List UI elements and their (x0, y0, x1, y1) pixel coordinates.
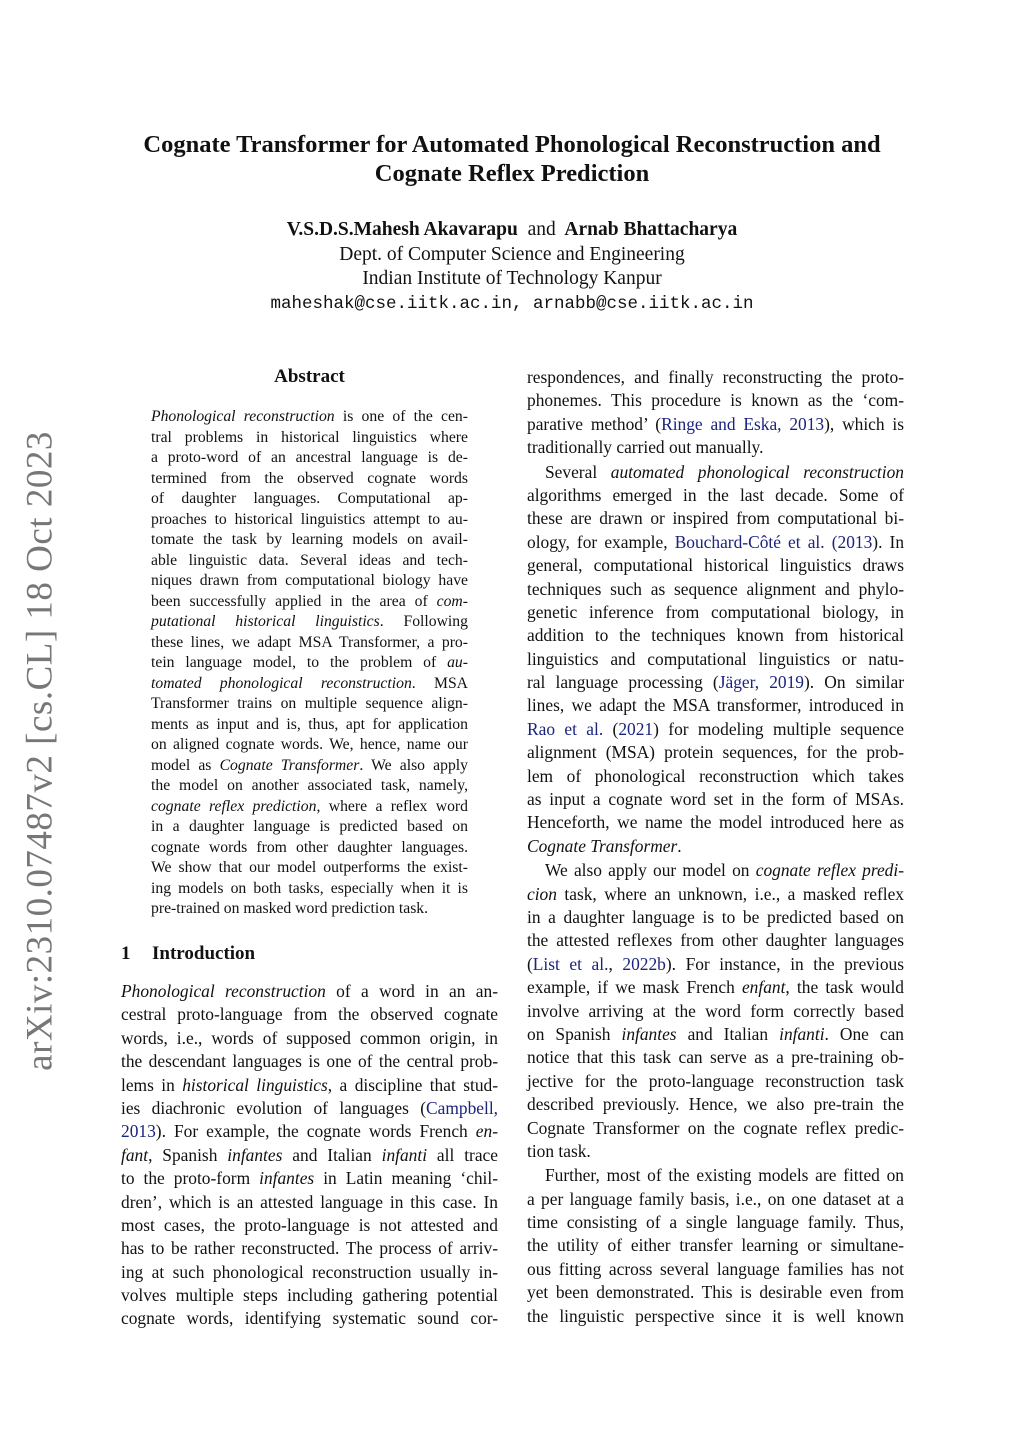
body-line: ies diachronic evolution of languages (Campbell, (121, 1097, 498, 1118)
body-line: to the proto-form infantes in Latin meaning ‘chil- (121, 1168, 498, 1189)
body-line: genetic inference from computational biology, in (527, 601, 904, 622)
abstract-line: able linguistic data. Several ideas and tech- (151, 551, 468, 569)
body-line: Cognate Transformer. (527, 835, 682, 856)
author-1: V.S.D.S.Mahesh Akavarapu (286, 219, 518, 240)
body-line: 2013). For example, the cognate words French en- (121, 1121, 498, 1142)
body-line: described previously. Hence, we also pre-train the (527, 1094, 904, 1115)
body-line: in a daughter language is to be predicted based on (527, 906, 904, 927)
abstract-line: niques drawn from computational biology have (151, 572, 468, 589)
abstract-body (151, 407, 468, 920)
body-line: parative method’ (Ringe and Eska, 2013), which is (527, 413, 904, 434)
body-line: on Spanish infantes and Italian infanti. One can (527, 1023, 904, 1044)
abstract-line: cognate words from other daughter languages. (151, 838, 468, 856)
abstract-line: ing models on both tasks, especially when it is (151, 879, 468, 897)
author-emails[interactable]: maheshak@cse.iitk.ac.in, arnabb@cse.iitk.ac.in (270, 293, 754, 314)
body-line: the linguistic perspective since it is well known (527, 1305, 904, 1326)
body-line: lines, we adapt the MSA transformer, introduced in (527, 695, 904, 716)
body-line: cestral proto-language from the observed cognate (121, 1004, 498, 1025)
body-line: fant, Spanish infantes and Italian infanti all trace (121, 1144, 498, 1165)
abstract-line: pre-trained on masked word prediction task. (151, 900, 429, 917)
author-department: Dept. of Computer Science and Engineering (339, 243, 685, 265)
body-line: volves multiple steps including gathering potential (121, 1285, 498, 1306)
body-line: most cases, the proto-language is not attested and (121, 1214, 498, 1235)
section-heading-introduction (121, 943, 255, 965)
body-line: as input a cognate word set in the form of MSAs. (527, 789, 904, 810)
body-line: Henceforth, we name the model introduced here as (527, 812, 904, 833)
body-line: ral language processing (Jäger, 2019). On similar (527, 672, 905, 693)
abstract-line: putational historical linguistics. Following (151, 613, 468, 630)
body-line: general, computational historical linguistics draws (527, 555, 904, 576)
body-line: (List et al., 2022b). For instance, in the previous (527, 953, 904, 974)
author-institute: Indian Institute of Technology Kanpur (362, 268, 662, 289)
abstract-line: tein language model, to the problem of au- (151, 654, 468, 671)
body-line: tion task. (527, 1140, 591, 1161)
body-line: jective for the proto-language reconstruction task (527, 1070, 904, 1091)
paper-title (112, 130, 912, 188)
abstract-line: a proto-word of an ancestral language is de- (151, 449, 468, 466)
author-block (112, 218, 912, 316)
body-line: addition to the techniques known from historical (527, 625, 904, 646)
body-line: a per language family basis, i.e., on one dataset at a (527, 1188, 904, 1209)
citation-link[interactable]: List et al. (532, 953, 609, 974)
citation-link[interactable]: Ringe and Eska, 2013 (661, 413, 825, 434)
body-line: has to be rather reconstructed. The process of arriv- (121, 1238, 498, 1259)
abstract-line: Phonological reconstruction is one of the cen- (151, 408, 468, 425)
paragraph (527, 366, 904, 460)
body-line: example, if we mask French enfant, the task would (527, 977, 904, 998)
body-line: Cognate Transformer on the cognate reflex predic- (527, 1117, 904, 1138)
body-line: phonemes. This procedure is known as the ‘com- (527, 390, 904, 411)
body-line: traditionally carried out manually. (527, 437, 764, 458)
paragraph (527, 461, 904, 859)
citation-link[interactable]: 2021 (618, 718, 654, 739)
abstract-line: tomate the task by learning models on avail- (151, 531, 468, 548)
body-line: Phonological reconstruction of a word in an an- (121, 981, 498, 1001)
citation-link[interactable]: Rao et al. (527, 718, 604, 739)
body-line: ology, for example, Bouchard-Côté et al. (2013). In (527, 531, 905, 552)
abstract-line: on aligned cognate words. We, hence, name our (151, 736, 468, 753)
body-line: alignment (MSA) protein sequences, for the prob- (527, 742, 904, 763)
abstract-line: Transformer trains on multiple sequence align- (151, 695, 468, 712)
abstract-line: been successfully applied in the area of com- (151, 592, 468, 610)
abstract-line: ments as input and is, thus, apt for application (151, 715, 468, 733)
section-number: 1 (121, 943, 131, 964)
body-line: ous fitting across several language families has not (527, 1258, 904, 1279)
section-title: Introduction (152, 943, 256, 964)
paragraph (527, 859, 904, 1163)
body-line: Rao et al. (2021) for modeling multiple sequence (527, 718, 905, 739)
body-line: the descendant languages is one of the central prob- (121, 1051, 498, 1072)
body-line: words, i.e., words of supposed common origin, in (121, 1027, 498, 1048)
citation-link[interactable]: 2022b (622, 953, 666, 974)
citation-link[interactable]: 2013 (837, 531, 873, 552)
body-line: techniques such as sequence alignment and phylo- (527, 578, 904, 599)
abstract-line: of daughter languages. Computational ap- (151, 490, 468, 507)
abstract-line: tral problems in historical linguistics where (151, 428, 468, 446)
body-line: lem of phonological reconstruction which takes (527, 765, 904, 786)
body-line: the attested reflexes from other daughter languages (527, 930, 904, 951)
body-line: ing at such phonological reconstruction usually in- (121, 1261, 498, 1282)
body-line: Further, most of the existing models are fitted on (545, 1165, 904, 1186)
body-line: algorithms emerged in the last decade. Some of (527, 484, 904, 505)
body-line: the utility of either transfer learning or simultane- (527, 1235, 904, 1256)
body-line: Several automated phonological reconstruction (545, 461, 904, 482)
body-line: cion task, where an unknown, i.e., a masked reflex (527, 883, 904, 904)
abstract-heading: Abstract (274, 366, 345, 387)
abstract-line: tomated phonological reconstruction. MSA (151, 674, 468, 692)
abstract-line: model as Cognate Transformer. We also apply (151, 756, 469, 774)
citation-link[interactable]: 2013 (121, 1121, 156, 1142)
body-line: these are drawn or inspired from computational bi- (527, 508, 904, 529)
body-line: dren’, which is an attested language in this case. In (121, 1191, 498, 1212)
paragraph (527, 1164, 904, 1328)
intro-left-column (121, 980, 498, 1331)
abstract-line: cognate reflex prediction, where a reflex word (151, 797, 468, 815)
title-line-1: Cognate Transformer for Automated Phonological Reconstruction and (143, 131, 881, 158)
author-and: and (527, 219, 556, 240)
body-line: notice that this task can serve as a pre-training ob- (527, 1047, 904, 1068)
body-line: linguistics and computational linguistics or natu- (527, 648, 904, 669)
body-line: time consisting of a single language family. Thus, (527, 1212, 904, 1233)
body-line: yet been demonstrated. This is desirable even from (527, 1282, 904, 1303)
abstract-line: in a daughter language is predicted based on (151, 818, 468, 835)
abstract-line: termined from the observed cognate words (151, 469, 468, 487)
abstract-line: these lines, we adapt MSA Transformer, a pro- (151, 633, 468, 651)
body-line: cognate words, identifying systematic sound cor- (121, 1308, 498, 1329)
body-line: We also apply our model on cognate reflex predi- (545, 860, 904, 881)
body-line: involve arriving at the word form correctly based (527, 1000, 904, 1021)
abstract-line: proaches to historical linguistics attempt to au- (151, 510, 468, 528)
citation-link[interactable]: Bouchard-Côté et al. (674, 531, 825, 552)
abstract-line: We show that our model outperforms the exist- (151, 859, 468, 876)
author-names (112, 218, 912, 243)
title-line-2: Cognate Reflex Prediction (374, 160, 650, 187)
citation-link[interactable]: Jäger, 2019 (718, 672, 805, 693)
body-line: respondences, and finally reconstructing the proto- (527, 367, 904, 387)
right-column (527, 366, 904, 1329)
abstract-line: the model on another associated task, namely, (151, 777, 468, 794)
citation-link[interactable]: Campbell, (426, 1097, 498, 1118)
author-2: Arnab Bhattacharya (564, 219, 738, 240)
body-line: lems in historical linguistics, a discipline that stud- (121, 1074, 498, 1095)
